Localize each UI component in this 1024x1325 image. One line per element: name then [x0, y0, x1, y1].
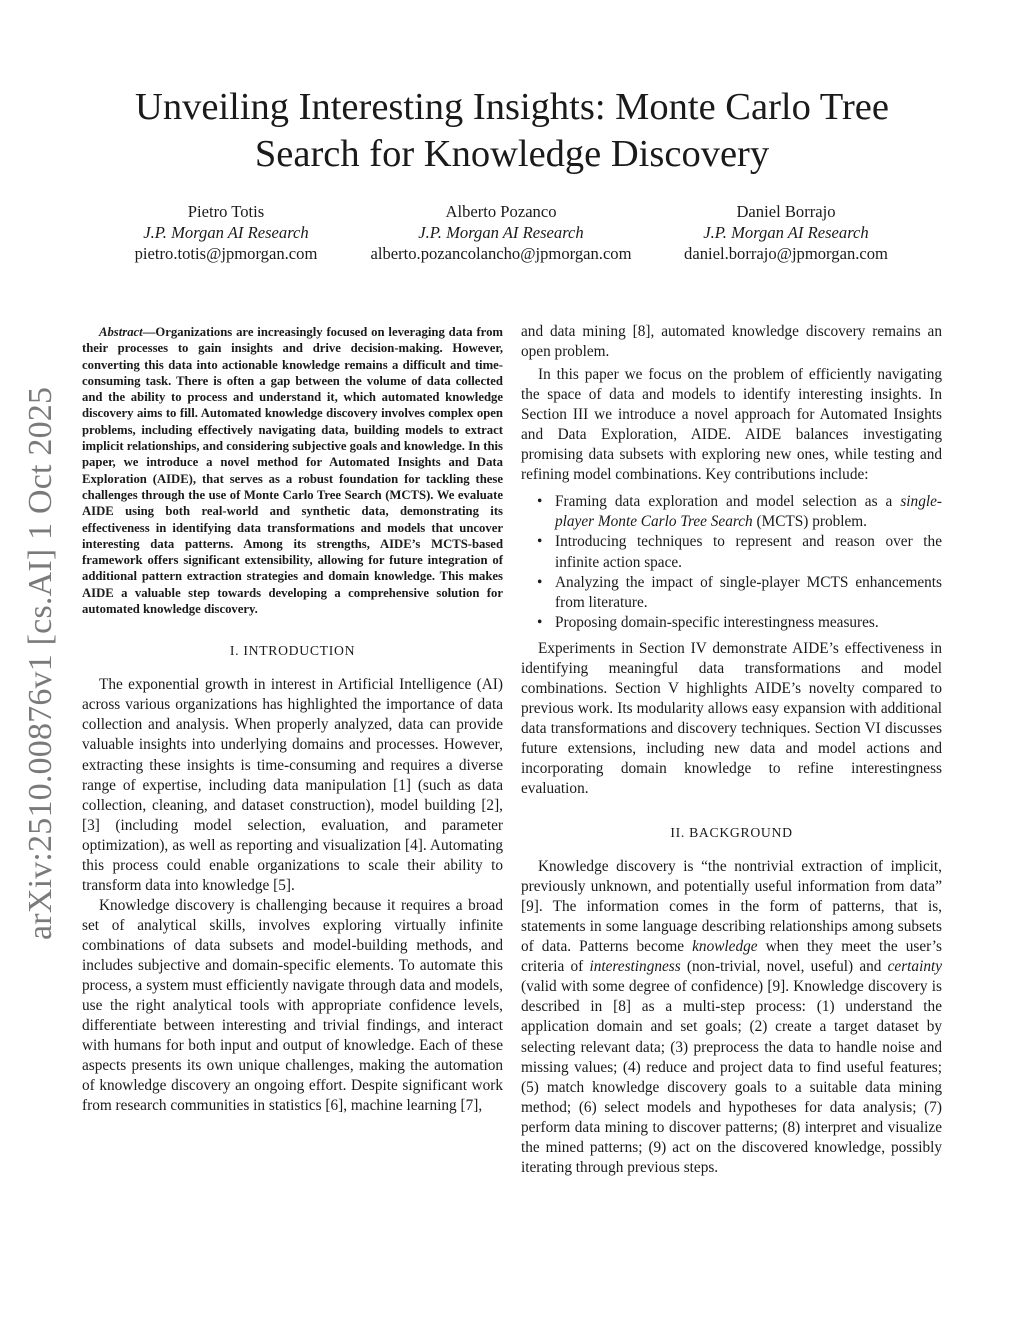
author-email: daniel.borrajo@jpmorgan.com	[684, 244, 888, 263]
paper-title-line-1: Unveiling Interesting Insights: Monte Carlo Tree	[135, 86, 889, 128]
bullet-icon: •	[537, 613, 543, 631]
bullet-icon: •	[537, 533, 543, 551]
intro-paragraph-3: and data mining [8], automated knowledge discovery remains an open problem.	[521, 323, 942, 361]
section-heading-background: II. BACKGROUND	[670, 825, 793, 841]
author-affiliation: J.P. Morgan AI Research	[143, 223, 309, 242]
author-email: pietro.totis@jpmorgan.com	[134, 244, 318, 263]
abstract	[82, 324, 503, 617]
intro-paragraph-5: Experiments in Section IV demonstrate AIDE’s effectiveness in identifying meaningful data transformations and model combinations. Section V highlights AIDE’s novelty compared to previous work. Its modularity allows easy expansion with additional data transformations and discovery techniques. Section VI discusses future extensions, including new data and model actions and incorporating domain knowledge to refine interestingness evaluation.	[521, 639, 942, 798]
paper-title-line-2: Search for Knowledge Discovery	[254, 133, 770, 175]
abstract-label: Abstract	[99, 325, 143, 339]
paper-title	[80, 84, 944, 178]
intro-paragraph-2: Knowledge discovery is challenging because it requires a broad set of analytical skills, involves exploring virtually infinite combinations of data subsets and model-building methods, and includes subjective and domain-specific elements. To automate this process, a system must efficiently navigate through data and models, use the right analytical tools with appropriate confidence levels, differentiate between interesting and trivial findings, and interact with humans for both input and output of knowledge. Each of these aspects presents its own unique challenges, making the automation of knowledge discovery an ongoing effort. Despite significant work from research communities in statistics [6], machine learning [7],	[82, 896, 503, 1115]
list-item: • Framing data exploration and model selection as a single-player Monte Carlo Tree Search (MCTS) problem.	[537, 493, 942, 531]
arxiv-identifier-stamp: arXiv:2510.00876v1 [cs.AI] 1 Oct 2025	[22, 386, 59, 940]
left-column	[82, 324, 503, 1116]
bullet-icon: •	[537, 573, 543, 591]
list-item: • Proposing domain-specific interestingness measures.	[555, 613, 942, 633]
author-affiliation: J.P. Morgan AI Research	[418, 223, 584, 242]
author-block-1	[95, 201, 357, 264]
author-block-3	[655, 201, 917, 264]
author-name: Pietro Totis	[187, 202, 265, 221]
author-name: Daniel Borrajo	[736, 202, 836, 221]
author-affiliation: J.P. Morgan AI Research	[703, 223, 869, 242]
intro-paragraph-4: In this paper we focus on the problem of efficiently navigating the space of data and models to identify interesting insights. In Section III we introduce a novel approach for Automated Insights and Data Exploration, AIDE. AIDE balances investigating promising data subsets with exploring new ones, while testing and refining model combinations. Key contributions include:	[521, 366, 942, 484]
author-email: alberto.pozancolancho@jpmorgan.com	[370, 244, 632, 263]
bullet-icon: •	[537, 493, 543, 511]
intro-paragraph-1: The exponential growth in interest in Artificial Intelligence (AI) across various organizations has highlighted the importance of data collection and analysis. When properly analyzed, data can provide valuable insights into underlying domains and processes. However, extracting these insights is time-consuming and requires a diverse range of expertise, including data manipulation [1] (such as data collection, cleaning, and dataset construction), model building [2], [3] (including model selection, evaluation, and parameter optimization), as well as reporting and visualization [4]. Automating this process could enable organizations to scale their ability to transform data into knowledge [5].	[82, 676, 503, 894]
list-item: • Introducing techniques to represent and reason over the infinite action space.	[537, 533, 942, 571]
author-name: Alberto Pozanco	[445, 202, 557, 221]
background-paragraph-1: Knowledge discovery is “the nontrivial extraction of implicit, previously unknown, and potentially useful information from data” [9]. The information comes in the form of patterns, that is, statements in some language describing relationships among subsets of data. Patterns become knowledge when they meet the user’s criteria of interestingness (non-trivial, novel, useful) and certainty (valid with some degree of confidence) [9]. Knowledge discovery is described in [8] as a multi-step process: (1) understand the application domain and set goals; (2) create a target dataset by selecting relevant data; (3) preprocess the data to handle noise and missing values; (4) reduce and project data to find useful features; (5) match knowledge discovery goals to a suitable data mining method; (6) select models and hypotheses for data analysis; (7) perform data mining to discover patterns; (8) interpret and visualize the mined patterns; (9) act on the discovered knowledge, possibly iterating through previous steps.	[521, 858, 943, 1176]
author-block-2	[360, 201, 642, 264]
contributions-list	[521, 492, 942, 632]
section-heading-introduction: I. INTRODUCTION	[229, 643, 356, 659]
right-column	[521, 324, 942, 1178]
list-item: • Analyzing the impact of single-player MCTS enhancements from literature.	[537, 573, 942, 611]
abstract-text: —Organizations are increasingly focused on leveraging data from their processes to gain insights and drive decision-making. However, converting this data into actionable knowledge remains a difficult and time-consuming task. There is often a gap between the volume of data collected and the ability to process and understand it, which automated knowledge discovery aims to fill. Automated knowledge discovery involves complex open problems, including effectively navigating data, building models to extract implicit relationships, and considering subjective goals and knowledge. In this paper, we introduce a novel method for Automated Insights and Data Exploration (AIDE), that serves as a robust foundation for tackling these challenges through the use of Monte Carlo Tree Search (MCTS). We evaluate AIDE using both real-world and synthetic data, demonstrating its effectiveness in identifying data transformations and models that uncover interesting data patterns. Among its strengths, AIDE’s MCTS-based framework offers significant extensibility, allowing for future integration of additional pattern extraction strategies and domain knowledge. This makes AIDE a valuable step towards developing a comprehensive solution for automated knowledge discovery.	[82, 325, 503, 617]
